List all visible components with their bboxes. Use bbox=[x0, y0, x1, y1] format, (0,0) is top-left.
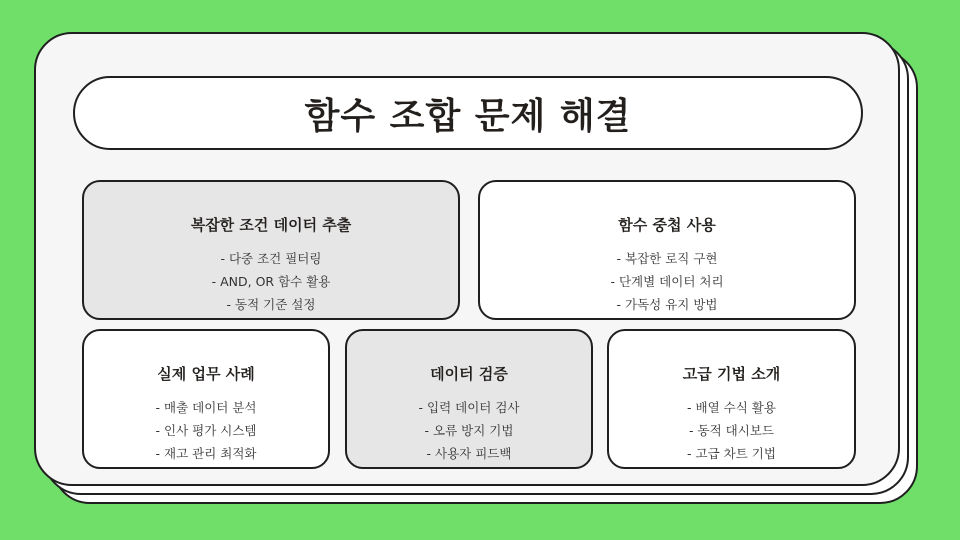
list-item: - 매출 데이터 분석 bbox=[155, 400, 257, 415]
list-item: - AND, OR 함수 활용 bbox=[211, 274, 331, 289]
card-heading: 함수 중첩 사용 bbox=[618, 216, 716, 234]
card-heading: 복잡한 조건 데이터 추출 bbox=[190, 216, 352, 234]
card-list bbox=[212, 247, 331, 316]
list-item: - 동적 기준 설정 bbox=[226, 297, 316, 312]
list-item: - 오류 방지 기법 bbox=[424, 423, 514, 438]
card-nested-functions bbox=[478, 180, 856, 320]
page-title: 함수 조합 문제 해결 bbox=[304, 95, 632, 137]
card-data-validation bbox=[345, 329, 593, 469]
list-item: - 입력 데이터 검사 bbox=[418, 400, 520, 415]
card-advanced-techniques bbox=[607, 329, 856, 469]
card-heading: 데이터 검증 bbox=[430, 365, 508, 383]
list-item: - 배열 수식 활용 bbox=[687, 400, 776, 415]
card-real-work-cases bbox=[82, 329, 330, 469]
list-item: - 가독성 유지 방법 bbox=[616, 297, 718, 312]
card-list bbox=[610, 247, 723, 316]
title-banner bbox=[73, 76, 863, 150]
card-list bbox=[419, 396, 520, 465]
list-item: - 다중 조건 필터링 bbox=[220, 251, 322, 266]
card-list bbox=[687, 396, 776, 465]
card-heading: 고급 기법 소개 bbox=[682, 365, 781, 383]
list-item: - 복잡한 로직 구현 bbox=[616, 251, 718, 266]
card-list bbox=[156, 396, 257, 465]
list-item: - 재고 관리 최적화 bbox=[155, 446, 257, 461]
card-complex-condition-extraction bbox=[82, 180, 460, 320]
list-item: - 동적 대시보드 bbox=[689, 423, 774, 438]
list-item: - 고급 차트 기법 bbox=[687, 446, 776, 461]
list-item: - 인사 평가 시스템 bbox=[155, 423, 257, 438]
list-item: - 사용자 피드백 bbox=[426, 446, 512, 461]
list-item: - 단계별 데이터 처리 bbox=[610, 274, 724, 289]
card-heading: 실제 업무 사례 bbox=[157, 365, 255, 383]
